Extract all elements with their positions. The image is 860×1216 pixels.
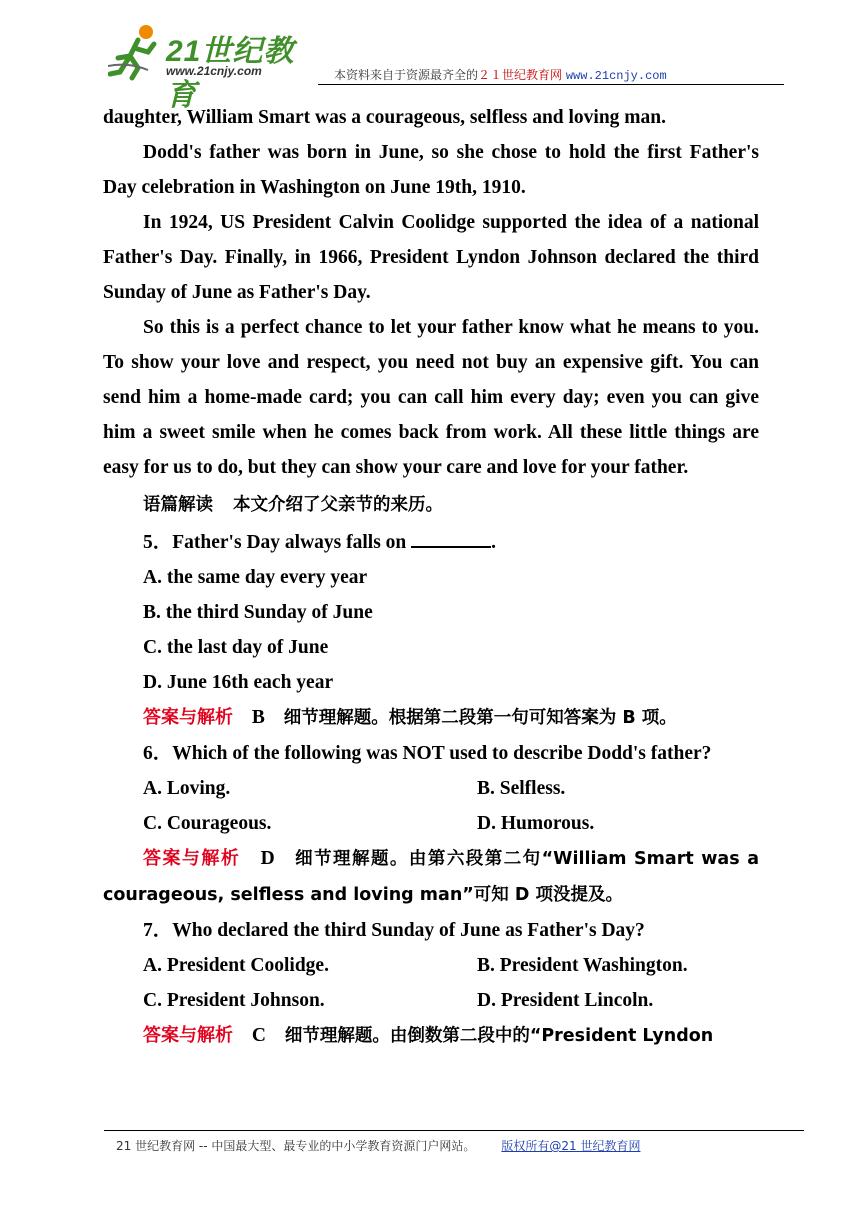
question-5-answer [103,700,759,736]
answer-explanation: 细节理解题。由第六段第二句“William Smart was a courageous, selfless and loving man”可知 D 项没提及。 [103,849,760,905]
question-5-option-c: C. the last day of June [143,637,329,658]
analysis-line [103,487,759,523]
page-header [0,0,860,112]
question-7-options-row-2 [143,983,759,1018]
paragraph-1: daughter, William Smart was a courageous, selfless and loving man. [103,107,667,128]
question-stem-end: . [491,532,496,553]
question-7-options-row-1 [143,948,759,983]
question-7-stem: 7．Who declared the third Sunday of June as Father's Day? [143,920,645,941]
question-6-option-a: A. Loving. [143,778,231,799]
question-7-option-b: B. President Washington. [477,955,688,976]
answer-explanation: 细节理解题。由倒数第二段中的“President Lyndon [284,1026,714,1046]
question-6-answer [103,841,759,913]
answer-blank [411,528,491,548]
answer-label: 答案与解析 [143,1025,233,1046]
answer-letter: C [251,1025,266,1046]
question-5-stem [103,525,759,560]
answer-label: 答案与解析 [143,707,233,728]
header-note-site[interactable]: ２１世纪教育网 [478,68,563,82]
footer-divider [104,1130,804,1131]
question-6-option-d: D. Humorous. [477,813,595,834]
paragraph-4: So this is a perfect chance to let your father know what he means to you. To show your love and respect, you need not buy an expensive gift. You can send him a home-made card; you can call him every day; even you can give him a sweet smile when he comes back from work. All these little things are easy for us to do, but they can show your care and love for your father. [103,317,759,478]
question-5-option-d: D. June 16th each year [143,672,334,693]
answer-letter: B [251,707,265,728]
header-divider [318,84,784,85]
logo-url: www.21cnjy.com [166,64,262,78]
question-7-option-a: A. President Coolidge. [143,955,329,976]
question-6-options-row-2 [143,806,759,841]
paragraph-2: Dodd's father was born in June, so she chose to hold the first Father's Day celebration in Washington on June 19th, 1910. [103,142,759,198]
question-5-option-a: A. the same day every year [143,567,368,588]
answer-letter: D [260,848,275,869]
question-5-option-b: B. the third Sunday of June [143,602,373,623]
paragraph-3: In 1924, US President Calvin Coolidge supported the idea of a national Father's Day. Finally, in 1966, President Lyndon Johnson declared the third Sunday of June as Father's Day. [103,212,759,303]
footer-text: 21 世纪教育网 -- 中国最大型、最专业的中小学教育资源门户网站。 [116,1139,476,1153]
analysis-text: 本文介绍了父亲节的来历。 [233,495,443,515]
logo-wordmark: 21世纪教育 [166,35,295,112]
header-note [334,66,667,83]
question-7-option-d: D. President Lincoln. [477,990,654,1011]
footer-copyright-link[interactable]: 版权所有@21 世纪教育网 [501,1139,641,1153]
document-body [103,100,759,1054]
question-6-options-row-1 [143,771,759,806]
page-footer [116,1137,640,1154]
question-stem-text: 5．Father's Day always falls on [143,532,407,553]
question-6-option-c: C. Courageous. [143,813,272,834]
analysis-label: 语篇解读 [143,495,213,515]
question-7-answer [103,1018,759,1054]
answer-label: 答案与解析 [143,848,241,869]
header-note-url[interactable]: www.21cnjy.com [565,69,667,83]
answer-explanation: 细节理解题。根据第二段第一句可知答案为 B 项。 [283,708,677,728]
header-note-prefix: 本资料来自于资源最齐全的 [334,68,479,82]
site-logo[interactable] [108,20,318,112]
runner-logo-icon [108,22,168,82]
question-7-option-c: C. President Johnson. [143,990,325,1011]
question-6-option-b: B. Selfless. [477,778,566,799]
question-6-stem: 6．Which of the following was NOT used to describe Dodd's father? [143,743,712,764]
